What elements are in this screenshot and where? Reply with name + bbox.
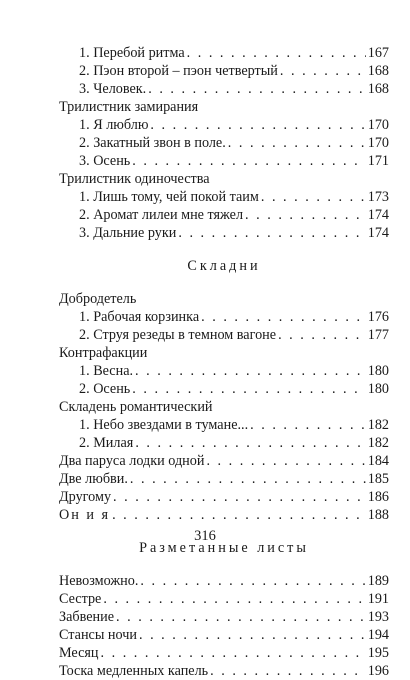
toc-entry: 2. Милая . . . 182 [59, 434, 389, 452]
toc-heading: Контрафакции [59, 345, 148, 361]
toc-heading: Трилистник замирания [59, 99, 199, 115]
toc-entry: 1. Я люблю . . . 170 [59, 116, 389, 134]
toc-entry: Тоска медленных капель . . . 196 [59, 662, 389, 680]
toc-entry: 1. Небо звездами в тумане... . . . 182 [59, 416, 389, 434]
toc-entry: Два паруса лодки одной . . . 184 [59, 452, 389, 470]
toc-entry: 2. Струя резеды в темном вагоне . . . 177 [59, 326, 389, 344]
toc-entry: 2. Осень . . . 180 [59, 380, 389, 398]
page-number: 316 [194, 528, 216, 544]
toc-heading: Трилистник одиночества [59, 171, 210, 187]
toc-heading: Складень романтический [59, 399, 213, 415]
toc-entry: 1. Лишь тому, чей покой таим . . . 173 [59, 188, 389, 206]
toc-entry: 3. Осень . . . 171 [59, 152, 389, 170]
toc-heading: Добродетель [59, 291, 137, 307]
toc-entry: Невозможно. . . . 189 [59, 572, 389, 590]
toc-entry: 2. Пэон второй – пэон четвертый . . . 168 [59, 62, 389, 80]
toc-entry: Месяц . . . 195 [59, 644, 389, 662]
toc-entry: Забвение . . . 193 [59, 608, 389, 626]
toc-entry: Сестре . . . 191 [59, 590, 389, 608]
toc-entry: Две любви. . . . 185 [59, 470, 389, 488]
section-title: Разметанные листы [139, 540, 309, 556]
toc-entry: 1. Рабочая корзинка . . . 176 [59, 308, 389, 326]
section-title: Складни [187, 258, 261, 274]
table-of-contents [59, 44, 389, 680]
toc-entry: Он и я . . . 188 [59, 506, 389, 524]
toc-entry: 1. Перебой ритма . . . 167 [59, 44, 389, 62]
toc-entry: 1. Весна. . . . 180 [59, 362, 389, 380]
toc-entry: Другому . . . 186 [59, 488, 389, 506]
toc-entry: 3. Человек. . . . 168 [59, 80, 389, 98]
toc-entry: 2. Закатный звон в поле. . . . 170 [59, 134, 389, 152]
toc-entry: Стансы ночи . . . 194 [59, 626, 389, 644]
toc-entry: 2. Аромат лилеи мне тяжел . . . 174 [59, 206, 389, 224]
toc-entry: 3. Дальние руки . . . 174 [59, 224, 389, 242]
